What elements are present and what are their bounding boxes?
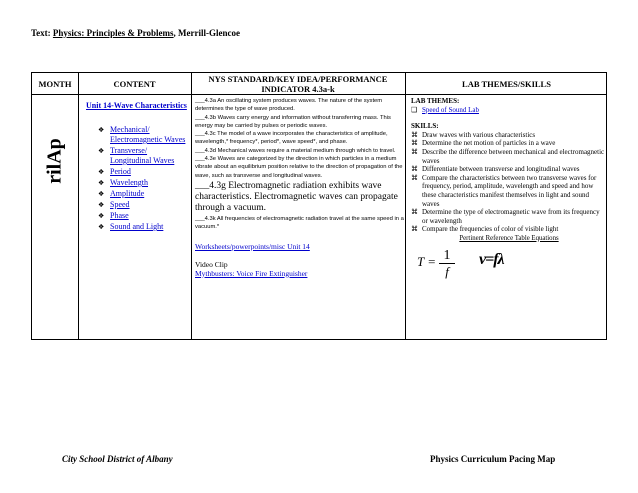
header-content: CONTENT (113, 79, 156, 89)
diamond-bullet-icon: ❖ (98, 190, 105, 198)
video-row (195, 269, 404, 278)
list-item (98, 222, 190, 232)
equation-lhs: T = (417, 253, 437, 269)
command-bullet-icon: ⌘ (411, 173, 418, 182)
skill-text: Describe the difference between mechanical and electromagnetic waves (422, 147, 605, 165)
topic-link[interactable]: Phase (110, 211, 129, 220)
standard-item: ___4.3c The model of a wave incorporates the characteristics of amplitude, wavelength,* frequency*, period*, wave speed*, and phase. (195, 131, 388, 146)
labs-cell (407, 97, 607, 286)
skill-text: Determine the type of electromagnetic wave from its frequency or wavelength (422, 208, 600, 225)
content-cell (80, 101, 190, 233)
column-divider (78, 73, 79, 339)
column-divider (405, 73, 406, 339)
list-item (98, 200, 190, 210)
list-item (411, 208, 607, 225)
equation-numerator: 1 (439, 248, 455, 264)
unit-title-link[interactable]: Unit 14-Wave Characteristics (86, 101, 187, 110)
video-label: Video Clip (195, 259, 228, 269)
command-bullet-icon: ⌘ (411, 147, 418, 156)
topic-link[interactable]: Speed (110, 200, 130, 209)
list-item (98, 178, 190, 188)
standard-item: ___4.3a An oscillating system produces waves. The nature of the system determines the type of wave produced. (195, 98, 383, 113)
pacing-table (31, 72, 607, 340)
lab-theme-link[interactable]: Speed of Sound Lab (422, 105, 479, 114)
standard-item: ___4.3b Waves carry energy and information without transferring mass. This energy may be carried by pulses or periodic waves. (195, 114, 391, 129)
equations (411, 246, 607, 286)
footer-title: Physics Curriculum Pacing Map (430, 454, 556, 464)
header-standard: NYS STANDARD/KEY IDEA/PERFORMANCE INDICATOR 4.3a-k (208, 74, 388, 94)
list-item (411, 139, 607, 148)
list-item (411, 225, 607, 234)
diamond-bullet-icon: ❖ (98, 168, 105, 176)
video-link[interactable]: Mythbusters: Voice Fire Extinguisher (195, 268, 308, 278)
list-item (411, 148, 607, 165)
skill-text: Differentiate between transverse and longitudinal waves (422, 165, 580, 174)
standard-item-highlight: ___4.3g Electromagnetic radiation exhibits wave characteristics. Electromagnetic waves can propagate through a vacuum. (195, 180, 398, 213)
command-bullet-icon: ⌘ (411, 208, 418, 217)
topic-link[interactable]: Transverse/ Longitudinal Waves (110, 146, 175, 165)
list-item (411, 106, 607, 115)
list-item (411, 174, 607, 208)
list-item (98, 167, 190, 177)
wave-speed-equation: v=fλ (479, 250, 504, 268)
topic-link[interactable]: Sound and Light (110, 222, 164, 231)
standard-item: ___4.3d Mechanical waves require a material medium through which to travel. (195, 147, 396, 154)
command-bullet-icon: ⌘ (411, 139, 418, 148)
header-prefix: Text: (31, 28, 51, 38)
topic-link[interactable]: Period (110, 167, 131, 176)
month-value: rilAp (43, 138, 66, 184)
topic-link[interactable]: Mechanical/ Electromagnetic Waves (110, 125, 186, 144)
command-bullet-icon: ⌘ (411, 130, 418, 139)
standards-cell (192, 97, 404, 278)
equation-denominator: f (445, 263, 449, 279)
list-item (98, 211, 190, 221)
skills-heading: SKILLS: (411, 122, 439, 131)
checkbox-icon: ❑ (411, 105, 418, 114)
standard-item: ___4.3k All frequencies of electromagnetic radiation travel at the same speed in a vacuum.* (195, 215, 404, 231)
topic-link[interactable]: Wavelength (110, 178, 149, 187)
list-item (98, 146, 190, 166)
standard-item: ___4.3e Waves are categorized by the direction in which particles in a medium vibrate about an equilibrium position relative to the direction of propagation of the wave, such as transverse and longitudinal waves. (195, 156, 403, 179)
worksheets-row (195, 242, 404, 251)
list-item (411, 131, 607, 140)
diamond-bullet-icon: ❖ (98, 223, 105, 231)
skill-text: Compare the frequencies of color of visible light (422, 225, 559, 234)
list-item (98, 125, 190, 145)
topic-list (98, 125, 190, 232)
equation-fraction (439, 248, 455, 279)
list-item (411, 165, 607, 174)
month-cell (36, 101, 74, 221)
lab-themes-heading: LAB THEMES: (411, 97, 460, 105)
diamond-bullet-icon: ❖ (98, 147, 105, 155)
footer-district: City School District of Albany (62, 454, 173, 464)
diamond-bullet-icon: ❖ (98, 201, 105, 209)
reference-equations-title: Pertinent Reference Table Equations (459, 234, 559, 242)
header-labs: LAB THEMES/SKILLS (462, 79, 551, 89)
skill-text: Determine the net motion of particles in a wave (422, 139, 556, 148)
command-bullet-icon: ⌘ (411, 225, 418, 234)
book-title-link[interactable]: Physics: Principles & Problems (52, 28, 174, 38)
diamond-bullet-icon: ❖ (98, 179, 105, 187)
command-bullet-icon: ⌘ (411, 165, 418, 174)
list-item (98, 189, 190, 199)
topic-link[interactable]: Amplitude (110, 189, 145, 198)
header-publisher: , Merrill-Glencoe (173, 28, 240, 38)
header-month: MONTH (38, 79, 72, 89)
page-header (31, 28, 240, 38)
skill-text: Compare the characteristics between two transverse waves for frequency, period, amplitude, wavelength and speed and how these characteristics manifest themselves in light and sound waves (422, 173, 597, 208)
worksheets-link[interactable]: Worksheets/powerpoints/misc Unit 14 (195, 241, 310, 251)
diamond-bullet-icon: ❖ (98, 212, 105, 220)
skill-text: Draw waves with various characteristics (422, 130, 536, 139)
diamond-bullet-icon: ❖ (98, 126, 105, 134)
